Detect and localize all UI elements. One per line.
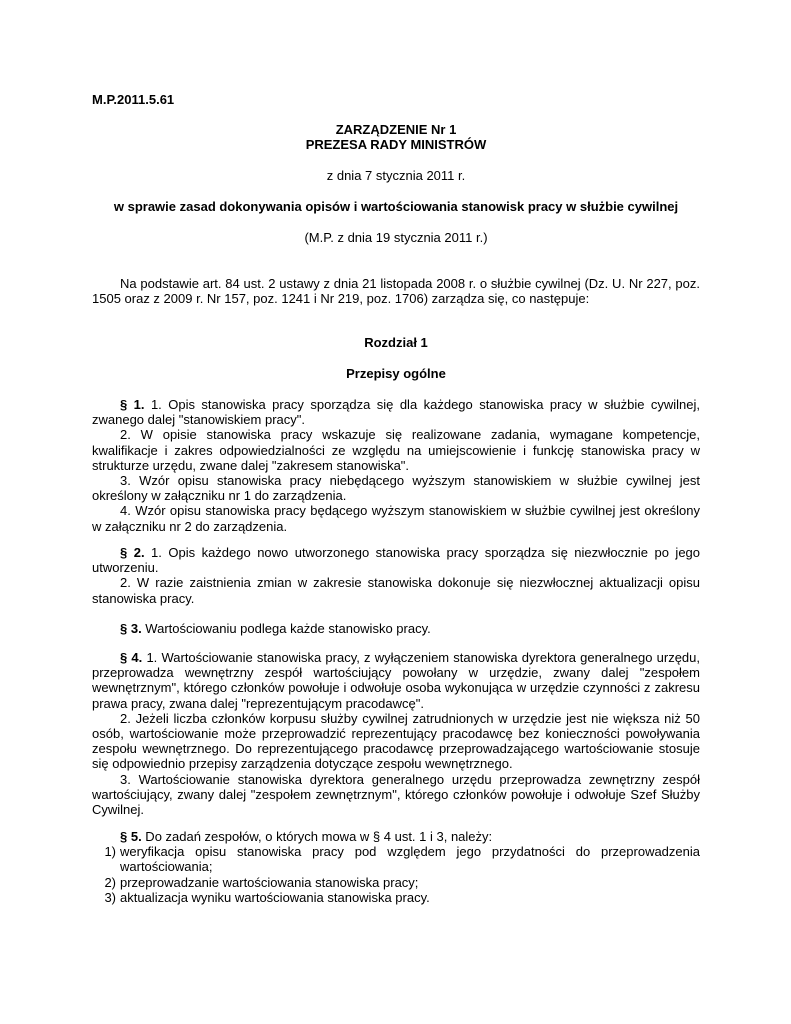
list-item-number: 2) (104, 874, 116, 890)
section-1-par-1-text: 1. Opis stanowiska pracy sporządza się dla każdego stanowiska pracy w służbie cywilnej, zwanego dalej "stanowiskiem pracy". (92, 397, 701, 428)
section-2 (92, 545, 700, 606)
section-3-par-1 (92, 621, 700, 636)
section-4-par-1-text: 1. Wartościowanie stanowiska pracy, z wyłączeniem stanowiska dyrektora generalnego urzędu, przeprowadza wewnętrzny zespół wartościujący powołany w urzędzie, zwany dalej "zespołem wewnętrznym", którego członków powołuje i odwołuje osoba wykonująca w urzędzie czynności z zakresu prawa pracy, zwana dalej "reprezentującym pracodawcę". (92, 650, 700, 711)
section-3 (92, 621, 700, 636)
list-item (92, 875, 700, 890)
chapter-title: Przepisy ogólne (346, 366, 446, 381)
list-item (92, 844, 700, 874)
document-date: z dnia 7 stycznia 2011 r. (326, 168, 466, 183)
list-item-text: weryfikacja opisu stanowiska pracy pod względem jego przydatności do przeprowadzenia wartościowania; (120, 844, 700, 875)
list-item-text: przeprowadzanie wartościowania stanowiska pracy; (120, 874, 419, 890)
section-1-par-4: 4. Wzór opisu stanowiska pracy będącego wyższym stanowiskiem w służbie cywilnej jest określony w załączniku nr 2 do zarządzenia. (92, 503, 700, 534)
title-line-1: ZARZĄDZENIE Nr 1 (335, 122, 457, 137)
document-subject: w sprawie zasad dokonywania opisów i wartościowania stanowisk pracy w służbie cywilnej (113, 199, 679, 214)
section-1-par-2: 2. W opisie stanowiska pracy wskazuje się realizowane zadania, wymagane kompetencje, kwalifikacje i zakres odpowiedzialności ze względu na umiejscowienie i funkcję stanowiska pracy w strukturze urzędu, zwane dalej "zakresem stanowiska". (92, 427, 700, 473)
list-item-number: 3) (104, 889, 116, 905)
section-4-par-2: 2. Jeżeli liczba członków korpusu służby cywilnej zatrudnionych w urzędzie jest nie większa niż 50 osób, wartościowanie może przeprowadzić reprezentujący pracodawcę bez konieczności powoływania zespołu wewnętrznego. Do reprezentującego pracodawcę przeprowadzającego wartościowanie stosuje się odpowiednio przepisy zarządzenia dotyczące zespołu wewnętrznego. (92, 710, 700, 772)
list-item-text: aktualizacja wyniku wartościowania stanowiska pracy. (120, 889, 430, 905)
section-2-label: § 2. (120, 545, 145, 560)
section-3-label: § 3. (120, 621, 142, 636)
title-line-2: PREZESA RADY MINISTRÓW (305, 137, 487, 152)
chapter-number: Rozdział 1 (364, 335, 428, 350)
section-4-label: § 4. (120, 650, 143, 665)
section-5-intro-text: Do zadań zespołów, o których mowa w § 4 ust. 1 i 3, należy: (141, 829, 493, 844)
section-1-par-3: 3. Wzór opisu stanowiska pracy niebędącego wyższym stanowiskiem w służbie cywilnej jest określony w załączniku nr 1 do zarządzenia. (92, 473, 700, 504)
section-3-par-1-text: Wartościowaniu podlega każde stanowisko pracy. (141, 621, 431, 636)
section-2-par-1-text: 1. Opis każdego nowo utworzonego stanowiska pracy sporządza się niezwłocznie po jego utworzeniu. (92, 545, 701, 576)
section-4 (92, 650, 700, 817)
list-item-number: 1) (104, 844, 116, 860)
section-1-label: § 1. (120, 397, 145, 412)
document-reference: M.P.2011.5.61 (92, 92, 175, 107)
section-1 (92, 397, 700, 534)
section-2-par-2: 2. W razie zaistnienia zmian w zakresie stanowiska dokonuje się niezwłocznej aktualizacji opisu stanowiska pracy. (92, 575, 700, 606)
preamble: Na podstawie art. 84 ust. 2 ustawy z dnia 21 listopada 2008 r. o służbie cywilnej (Dz. U. Nr 227, poz. 1505 oraz z 2009 r. Nr 157, poz. 1241 i Nr 219, poz. 1706) zarządza się, co następuje: (92, 276, 700, 307)
section-5 (92, 829, 700, 905)
section-4-par-1 (92, 650, 700, 711)
list-item (92, 890, 700, 905)
section-5-label: § 5. (120, 829, 142, 844)
publication-info: (M.P. z dnia 19 stycznia 2011 r.) (304, 230, 488, 245)
section-5-intro (92, 829, 700, 844)
section-2-par-1 (92, 545, 700, 575)
section-4-par-3: 3. Wartościowanie stanowiska dyrektora generalnego urzędu przeprowadza zewnętrzny zespół wartościujący, zwany dalej "zespołem zewnętrznym", którego członków powołuje i odwołuje Szef Służby Cywilnej. (92, 771, 700, 818)
section-1-par-1 (92, 397, 700, 427)
